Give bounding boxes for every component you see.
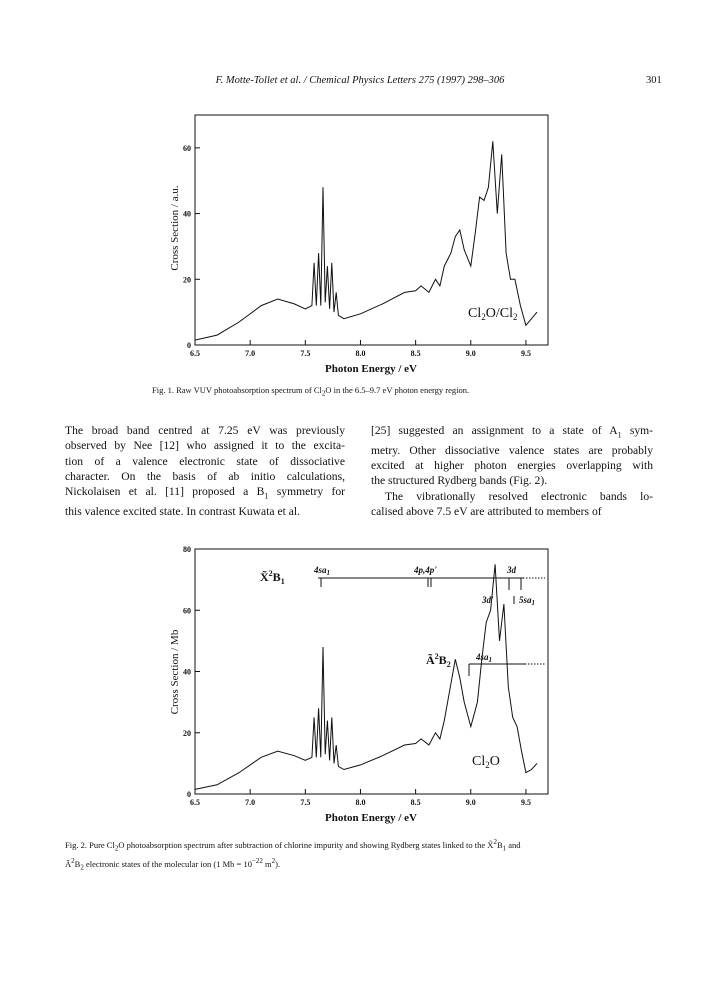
fig1-x-tick-label: 8.0 <box>355 349 366 358</box>
fig1-x-tick-label: 9.0 <box>465 349 476 358</box>
fig1-x-tick-label: 6.5 <box>190 349 200 358</box>
fig2-y-tick-label: 60 <box>183 606 191 616</box>
body-right-column: [25] suggested an assignment to a state of $A_1$ sym- metry. Other dissociative valence states are probably excited at higher photon energies overlapping with the structured Rydberg bands (Fig. 2). The vibrationally resolved electronic bands lo- calised above 7.5 eV are attributed to members of <box>371 424 654 518</box>
fig1-y-tick-label: 60 <box>183 143 191 153</box>
d3-top-label: 3d <box>507 565 516 575</box>
fig2-y-axis-label: Cross Section / Mb <box>169 629 181 715</box>
fig1-y-tick-label: 20 <box>183 275 191 285</box>
fig2-x-tick-label: 7.0 <box>245 798 256 807</box>
a-state-label: $Ã^2B_2$ <box>426 652 451 669</box>
fig1-legend-label: $Cl_2O/Cl_2$ <box>468 306 518 322</box>
fig2-x-tick-label: 7.5 <box>300 798 311 807</box>
s4a1-top-label: $4sa_1$ <box>314 565 331 577</box>
fig2-caption-label: Fig. 2. <box>65 839 87 850</box>
fig1-y-tick-label: 40 <box>183 209 191 219</box>
p4-label: 4p,4p' <box>414 565 437 575</box>
running-title: F. Motte-Tollet et al. / Chemical Physics Letters 275 (1997) 298–306 <box>215 75 505 86</box>
fig1-x-tick-label: 9.5 <box>520 349 531 358</box>
x-state-label: $X̃^2B_1$ <box>260 569 285 586</box>
fig2-caption: Fig. 2. Pure $Cl_2O$ photoabsorption spectrum after subtraction of chlorine impurity and showing Rydberg states linked to the $X̃^2B_1$ and $Ã^2B_2$ electronic states of the molecular ion (1 $Mb = 10^{-22}$ $m^2$). <box>65 838 521 872</box>
fig2-x-axis-label: Photon Energy / eV <box>325 812 417 824</box>
fig1-caption: Fig. 1. Raw VUV photoabsorption spectrum of $Cl_2O$ in the 6.5–9.7 eV photon energy region. <box>152 385 470 398</box>
d3-prime-label: 3d' <box>482 595 494 605</box>
fig2-y-tick-label: 0 <box>187 790 191 799</box>
fig1-x-tick-label: 8.5 <box>410 349 421 358</box>
body-left-column: The broad band centred at 7.25 eV was previously observed by Nee [12] who assigned it to the excita- tion of a valence electronic state of dissociative character. On the basis of ab initio calculations, Nickolaisen et al. [11] proposed a $B_1$ symmetry for this valence excited state. In contrast Kuwata et al. <box>65 424 346 518</box>
s5a1-label: $5sa_1$ <box>519 595 536 607</box>
fig1-y-tick-label: 0 <box>187 341 191 350</box>
s4a1-bottom-label: $4sa_1$ <box>476 652 493 664</box>
fig2-x-tick-label: 8.5 <box>410 798 421 807</box>
fig2-y-tick-label: 80 <box>183 545 191 554</box>
fig2-legend-label: $Cl_2O$ <box>472 754 500 770</box>
fig2-y-tick-label: 40 <box>183 667 191 677</box>
fig1-x-axis-label: Photon Energy / eV <box>325 363 417 375</box>
fig1-caption-label: Fig. 1. <box>152 385 174 395</box>
fig1-y-axis-label: Cross Section / a.u. <box>169 185 181 271</box>
fig2-x-tick-label: 6.5 <box>190 798 200 807</box>
fig2-x-tick-label: 8.0 <box>355 798 366 807</box>
fig1-x-tick-label: 7.0 <box>245 349 256 358</box>
fig2-x-tick-label: 9.5 <box>520 798 531 807</box>
page-number: 301 <box>646 75 662 86</box>
fig1-x-tick-label: 7.5 <box>300 349 311 358</box>
fig2-x-tick-label: 9.0 <box>465 798 476 807</box>
fig2-y-tick-label: 20 <box>183 728 191 738</box>
